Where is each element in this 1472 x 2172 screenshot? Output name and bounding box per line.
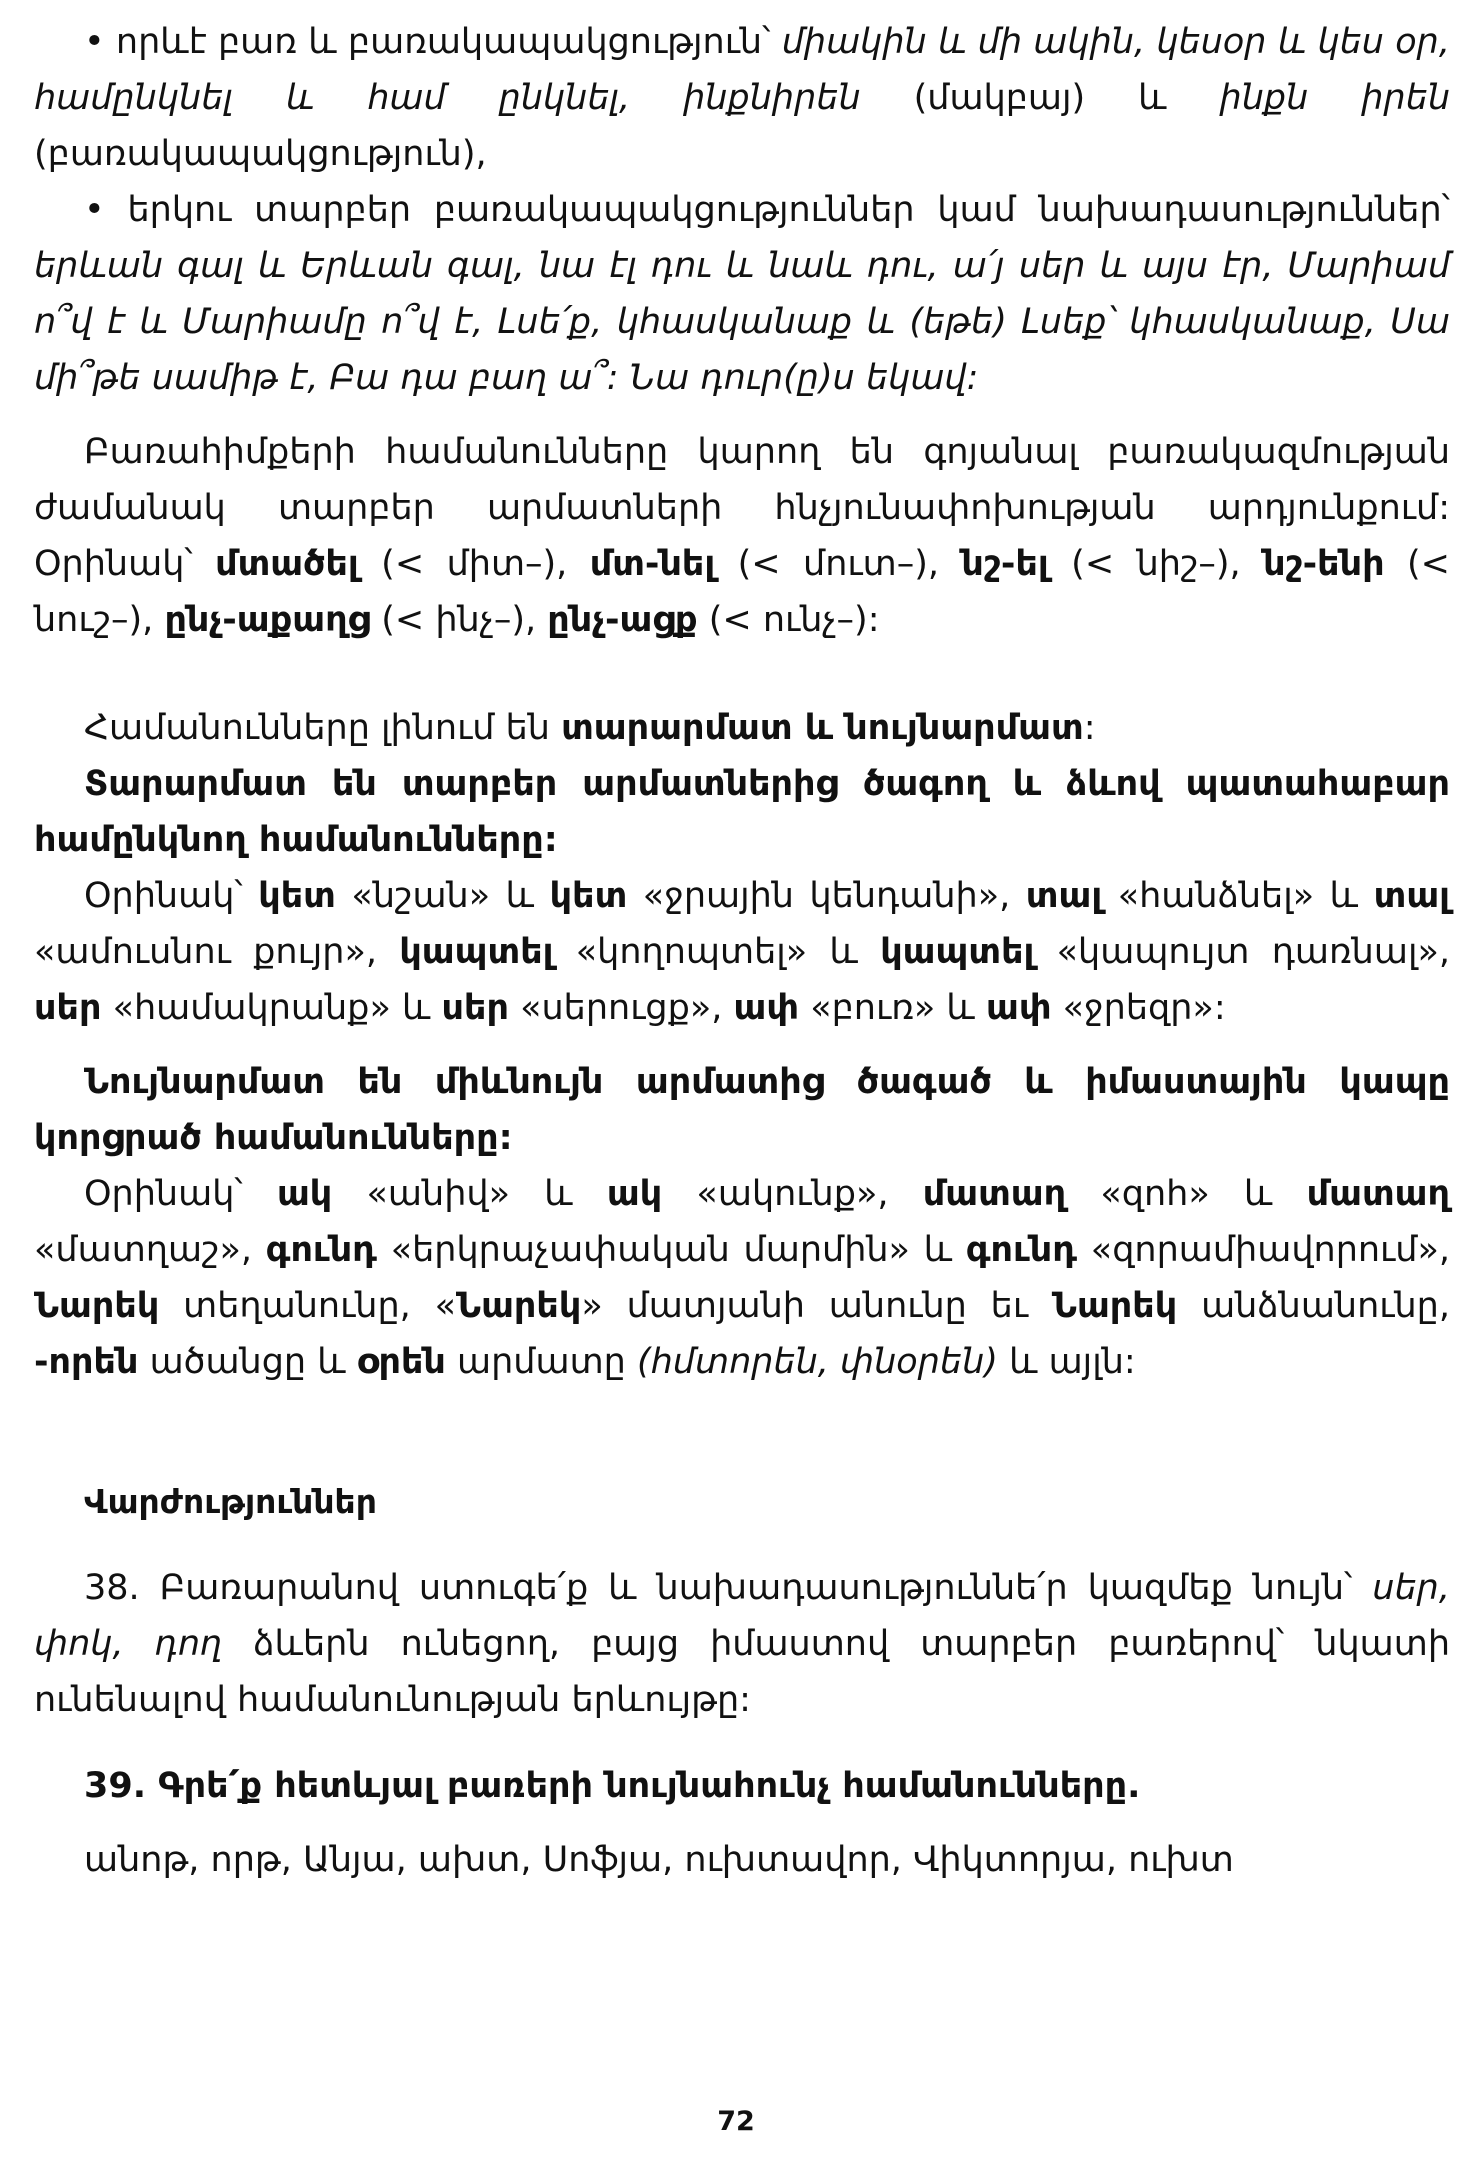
bullet-item-word-vs-phrase: • որևէ բառ և բառակապակցություն՝ միակին և մի ակին, կեսօր և կես օր, համընկնել և համ ընկնել, ինքնիրեն (մակբայ) և ինքն իրեն (բառակապակցություն), (34, 22, 1451, 174)
italic-examples: միակին և մի ակին, կեսօր և կես օր, համընկնել և համ ընկնել, ինքնիրեն (34, 22, 1450, 118)
definition-tararmat: Տարարմատ են տարբեր արմատներից ծագող և ձևով պատահաբար համընկնող համանունները: (34, 764, 1450, 860)
bullet-marker: • (84, 190, 105, 230)
bullet-marker: • (84, 22, 105, 62)
exercise-39-words: անոթ, որթ, Անյա, ախտ, Սոֆյա, ուխտավոր, Վիկտորյա, ուխտ (84, 1840, 1234, 1880)
italic-examples: երևան գալ և Երևան գալ, նա էլ դու և նաև դու, ա՛յ սեր և այս էր, Մարիամ ո՞վ է և Մարիամը ո՞վ է, Լսե՛ք, կհասկանաք և (եթե) Լսեք՝ կհասկանաք, Սա մի՞թե սամիթ է, Բա դա բաղ ա՞: Նա դուր(ը)ս եկավ: (34, 246, 1450, 398)
definition-nuynarmat: Նույնարմատ են միևնույն արմատից ծագած և իմաստային կապը կորցրած համանունները: (34, 1062, 1450, 1158)
paragraph-stem-homonyms: Բառահիմքերի համանունները կարող են գոյանալ բառակազմության ժամանակ տարբեր արմատների հնչյունափոխության արդյունքում: Օրինակ՝ մտածել (< միտ–), մտ-նել (< մուտ–), նշ-ել (< նիշ–), նշ-ենի (< նուշ–), ընչ-աքաղց (< ինչ–), ընչ-ացք (< ունչ–): (34, 432, 1450, 640)
page-number: 72 (717, 2106, 755, 2137)
examples-tararmat: Օրինակ՝ կետ «նշան» և կետ «ջրային կենդանի», տալ «հանձնել» և տալ «ամուսնու քույր», կապտել «կողոպտել» և կապտել «կապույտ դառնալ», սեր «համակրանք» և սեր «սերուցք», ափ «բուռ» և ափ «ջրեզր»: (34, 876, 1451, 1028)
examples-nuynarmat: Օրինակ՝ ակ «անիվ» և ակ «ակունք», մատաղ «զոհ» և մատաղ «մատղաշ», գունդ «երկրաչափական մարմին» և գունդ «զորամիավորում», Նարեկ տեղանունը, «Նարեկ» մատյանի անունը եւ Նարեկ անձնանունը, -որեն ածանցը և օրեն արմատը (հմտորեն, փնօրեն) և այլն: (34, 1174, 1451, 1382)
exercise-38: 38. Բառարանով ստուգե՛ք և նախադասություննե՛ր կազմեք նույն՝ սեր, փոկ, դող ձևերն ունեցող, բայց իմաստով տարբեր բառերով՝ նկատի ունենալով համանունության երևույթը: (34, 1568, 1450, 1720)
italic-example: ինքն իրեն (1219, 78, 1451, 118)
exercise-39-title: 39. Գրե՛ք հետևյալ բառերի նույնահունչ համանունները. (84, 1766, 1141, 1806)
section-heading-exercises: Վարժություններ (84, 1482, 377, 1521)
bullet-item-two-phrases: • երկու տարբեր բառակապակցություններ կամ նախադասություններ՝ երևան գալ և Երևան գալ, նա էլ դու և նաև դու, ա՛յ սեր և այս էր, Մարիամ ո՞վ է և Մարիամը ո՞վ է, Լսե՛ք, կհասկանաք և (եթե) Լսեք՝ կհասկանաք, Սա մի՞թե սամիթ է, Բա դա բաղ ա՞: Նա դուր(ը)ս եկավ: (34, 190, 1450, 398)
paragraph-homonym-types: Համանունները լինում են տարարմատ և նույնարմատ: (84, 708, 1096, 748)
